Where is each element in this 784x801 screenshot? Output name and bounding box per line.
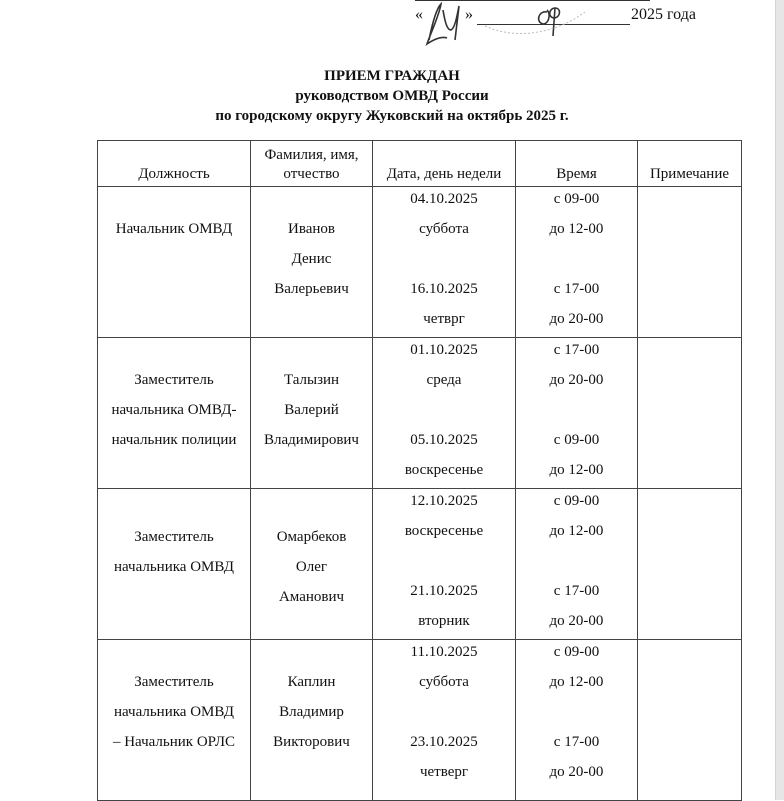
time-from: с 09-00 xyxy=(553,493,600,509)
name-text: Омарбеков xyxy=(276,529,347,545)
position-cell xyxy=(98,640,251,800)
reception-schedule-table xyxy=(97,140,742,801)
header-text: Фамилия, имя, xyxy=(264,147,359,163)
date-cell xyxy=(373,640,516,800)
time-from: с 09-00 xyxy=(553,191,600,207)
time-cell xyxy=(516,489,638,639)
name-cell xyxy=(251,489,373,639)
name-text: Олег xyxy=(295,559,328,575)
date-text: 05.10.2025 xyxy=(410,432,478,448)
name-text: Владимирович xyxy=(264,432,359,448)
weekday-text: суббота xyxy=(419,221,469,237)
position-cell xyxy=(98,338,251,488)
document-title xyxy=(0,66,784,126)
position-text: начальника ОМВД xyxy=(113,559,235,575)
time-to: до 20-00 xyxy=(549,764,604,780)
name-text: Владимир xyxy=(279,704,344,720)
time-from: с 17-00 xyxy=(553,734,600,750)
note-cell xyxy=(638,187,741,337)
header-note xyxy=(638,141,741,186)
header-position xyxy=(98,141,251,186)
name-text: Денис xyxy=(291,251,332,267)
time-to: до 20-00 xyxy=(549,372,604,388)
name-text: Валерий xyxy=(284,402,339,418)
name-cell xyxy=(251,640,373,800)
title-line-1: ПРИЕМ ГРАЖДАН xyxy=(324,68,460,84)
position-cell xyxy=(98,489,251,639)
name-text: Викторович xyxy=(273,734,350,750)
note-cell xyxy=(638,640,741,800)
position-cell xyxy=(98,187,251,337)
time-cell xyxy=(516,187,638,337)
title-line-2: руководством ОМВД России xyxy=(295,88,489,104)
time-to: до 20-00 xyxy=(549,311,604,327)
note-cell xyxy=(638,489,741,639)
time-from: с 17-00 xyxy=(553,281,600,297)
year-text: 2025 года xyxy=(631,6,696,23)
time-from: с 17-00 xyxy=(553,583,600,599)
position-text: начальника ОМВД- xyxy=(111,402,237,418)
weekday-text: суббота xyxy=(419,674,469,690)
close-quote: » xyxy=(465,6,473,23)
weekday-text: воскресенье xyxy=(404,523,484,539)
date-cell xyxy=(373,489,516,639)
name-text: Иванов xyxy=(288,221,335,237)
position-text: Заместитель xyxy=(134,529,214,545)
open-quote: « xyxy=(415,6,423,23)
date-text: 04.10.2025 xyxy=(410,191,478,207)
name-text: Талызин xyxy=(283,372,340,388)
approval-date xyxy=(415,0,745,50)
note-cell xyxy=(638,338,741,488)
table-row xyxy=(98,338,741,489)
name-text: Каплин xyxy=(287,674,336,690)
name-text: Аманович xyxy=(278,589,345,605)
header-text: Дата, день недели xyxy=(386,166,502,182)
time-to: до 12-00 xyxy=(549,221,604,237)
date-text: 21.10.2025 xyxy=(410,583,478,599)
header-text: Время xyxy=(556,166,597,182)
time-to: до 20-00 xyxy=(549,613,604,629)
position-text: начальника ОМВД xyxy=(113,704,235,720)
time-to: до 12-00 xyxy=(549,462,604,478)
position-text: – Начальник ОРЛС xyxy=(112,734,236,750)
handwritten-date xyxy=(415,0,635,50)
date-text: 11.10.2025 xyxy=(410,644,478,660)
time-cell xyxy=(516,338,638,488)
table-row xyxy=(98,489,741,640)
date-cell xyxy=(373,187,516,337)
table-row xyxy=(98,640,741,800)
position-text: Начальник ОМВД xyxy=(115,221,233,237)
weekday-text: четврг xyxy=(423,311,465,327)
name-cell xyxy=(251,187,373,337)
header-text: отчество xyxy=(283,166,340,182)
header-time xyxy=(516,141,638,186)
date-text: 23.10.2025 xyxy=(410,734,478,750)
date-text: 01.10.2025 xyxy=(410,342,478,358)
header-date-day xyxy=(373,141,516,186)
date-text: 16.10.2025 xyxy=(410,281,478,297)
weekday-text: воскресенье xyxy=(404,462,484,478)
time-to: до 12-00 xyxy=(549,674,604,690)
weekday-text: среда xyxy=(426,372,462,388)
time-from: с 09-00 xyxy=(553,644,600,660)
header-text: Должность xyxy=(138,166,210,182)
position-text: Заместитель xyxy=(134,674,214,690)
weekday-text: вторник xyxy=(418,613,470,629)
name-text: Валерьевич xyxy=(274,281,349,297)
table-header-row xyxy=(98,141,741,187)
time-from: с 09-00 xyxy=(553,432,600,448)
name-cell xyxy=(251,338,373,488)
time-from: с 17-00 xyxy=(553,342,600,358)
header-text: Примечание xyxy=(649,166,730,182)
time-cell xyxy=(516,640,638,800)
title-line-3: по городскому округу Жуковский на октябрь 2025 г. xyxy=(215,108,569,124)
time-to: до 12-00 xyxy=(549,523,604,539)
position-text: начальник полиции xyxy=(111,432,237,448)
table-row xyxy=(98,187,741,338)
header-full-name xyxy=(251,141,373,186)
weekday-text: четверг xyxy=(419,764,469,780)
position-text: Заместитель xyxy=(134,372,214,388)
date-cell xyxy=(373,338,516,488)
date-text: 12.10.2025 xyxy=(410,493,478,509)
